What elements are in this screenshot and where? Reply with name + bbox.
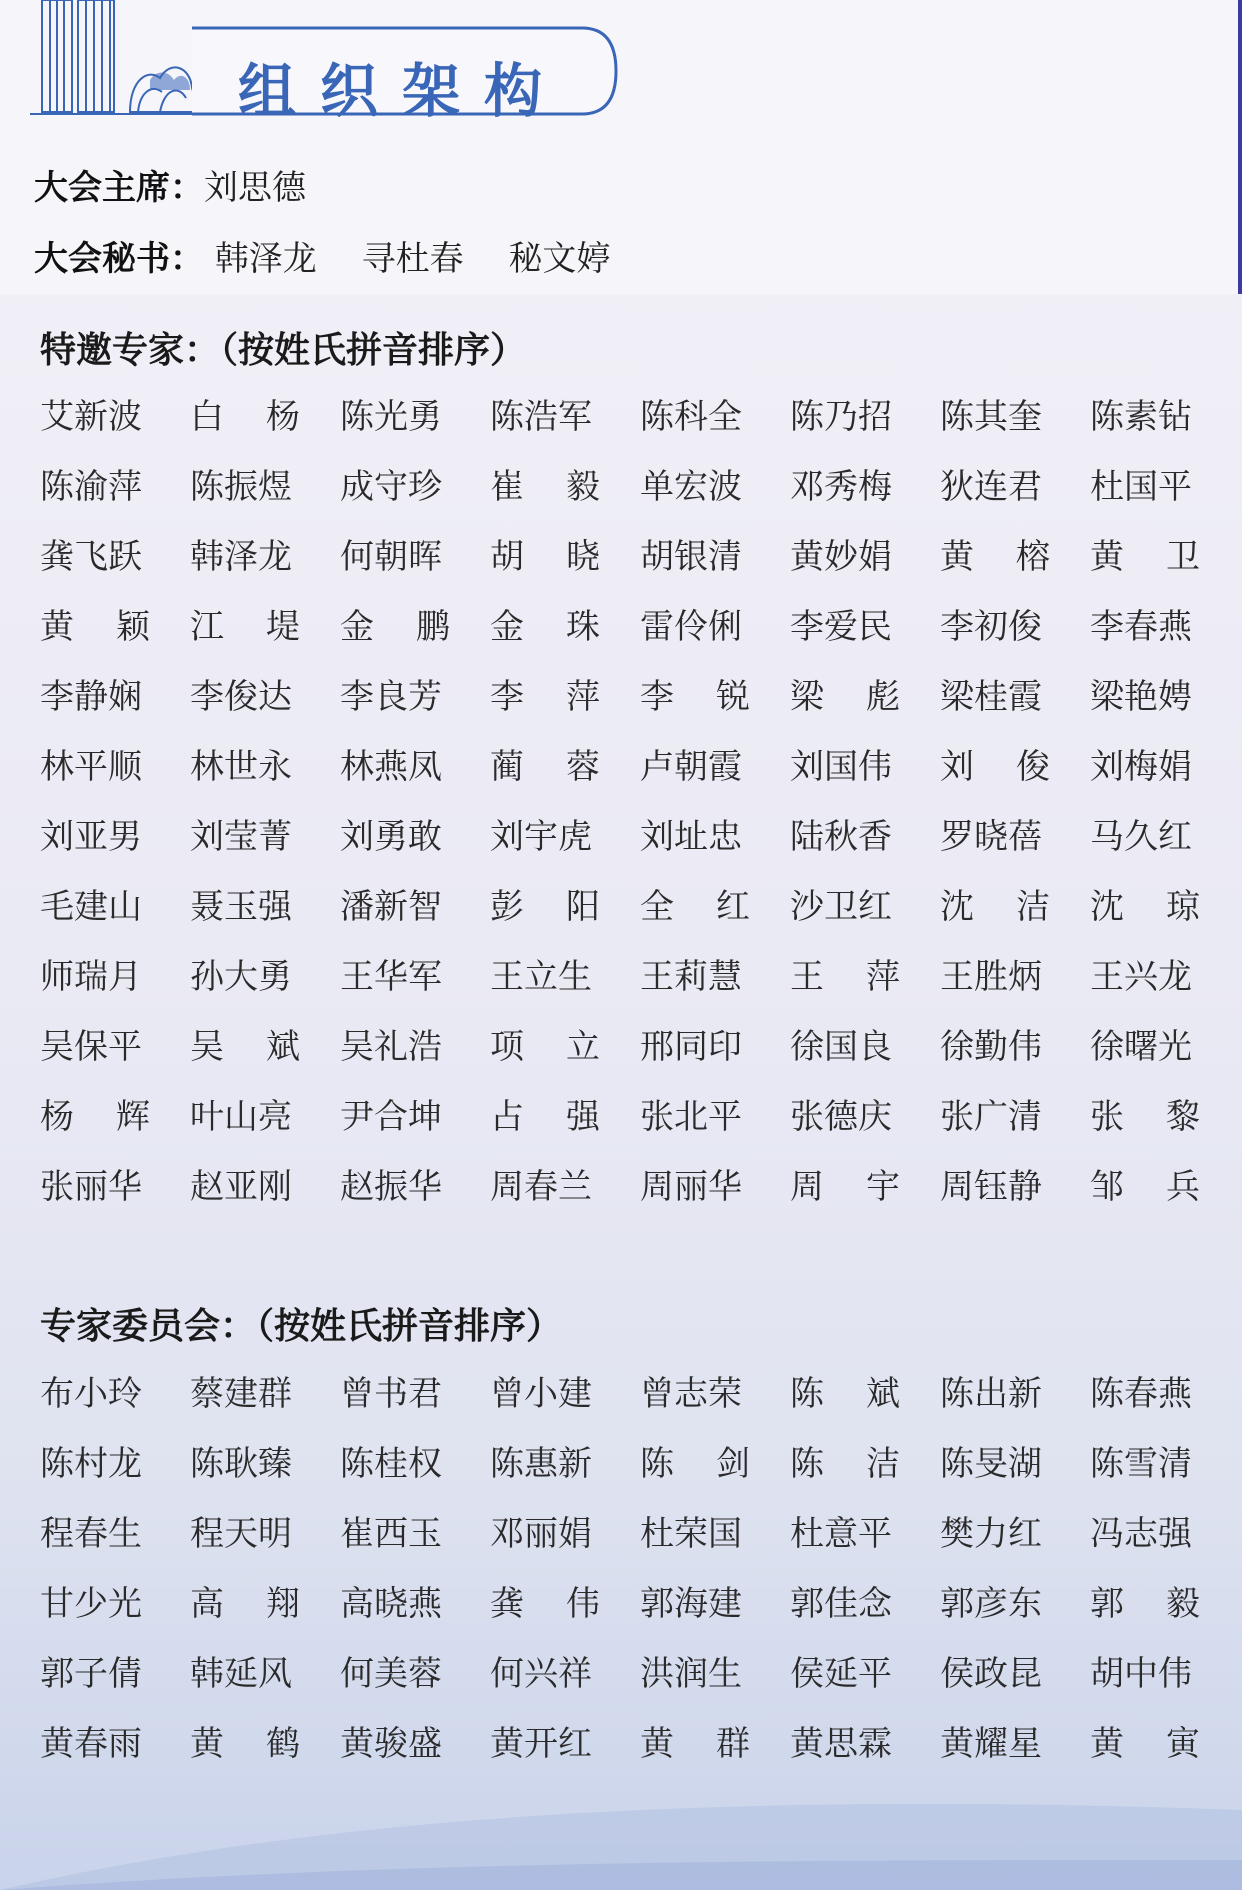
name-cell: 赵振华 bbox=[340, 1166, 442, 1207]
name-cell: 王兴龙 bbox=[1090, 956, 1192, 997]
name-cell: 吴 斌 bbox=[190, 1026, 300, 1067]
name-cell: 黄 卫 bbox=[1090, 536, 1200, 577]
name-cell: 胡银清 bbox=[640, 536, 742, 577]
name-cell: 占 强 bbox=[490, 1096, 600, 1137]
name-cell: 陈旻湖 bbox=[940, 1443, 1042, 1484]
name-cell: 李俊达 bbox=[190, 676, 292, 717]
name-cell: 邹 兵 bbox=[1090, 1166, 1200, 1207]
name-cell: 林燕凤 bbox=[340, 746, 442, 787]
name-cell: 陈村龙 bbox=[40, 1443, 142, 1484]
name-cell: 师瑞月 bbox=[40, 956, 142, 997]
name-cell: 杜意平 bbox=[790, 1513, 892, 1554]
name-cell: 卢朝霞 bbox=[640, 746, 742, 787]
name-cell: 白 杨 bbox=[190, 396, 300, 437]
name-cell: 梁 彪 bbox=[790, 676, 900, 717]
name-cell: 刘梅娟 bbox=[1090, 746, 1192, 787]
name-cell: 曾书君 bbox=[340, 1373, 442, 1414]
city-skyline-icon bbox=[30, 0, 210, 122]
name-cell: 龚 伟 bbox=[490, 1583, 600, 1624]
name-cell: 黄妙娟 bbox=[790, 536, 892, 577]
name-cell: 刘亚男 bbox=[40, 816, 142, 857]
name-cell: 陈振煜 bbox=[190, 466, 292, 507]
name-cell: 马久红 bbox=[1090, 816, 1192, 857]
name-cell: 陈浩军 bbox=[490, 396, 592, 437]
name-cell: 李良芳 bbox=[340, 676, 442, 717]
name-cell: 全 红 bbox=[640, 886, 750, 927]
name-cell: 徐曙光 bbox=[1090, 1026, 1192, 1067]
name-cell: 金 珠 bbox=[490, 606, 600, 647]
name-cell: 沙卫红 bbox=[790, 886, 892, 927]
name-cell: 王 萍 bbox=[790, 956, 900, 997]
name-cell: 王胜炳 bbox=[940, 956, 1042, 997]
name-cell: 黄春雨 bbox=[40, 1723, 142, 1764]
name-cell: 陈出新 bbox=[940, 1373, 1042, 1414]
name-cell: 甘少光 bbox=[40, 1583, 142, 1624]
chair-name: 刘思德 bbox=[204, 168, 306, 208]
name-cell: 李 萍 bbox=[490, 676, 600, 717]
name-cell: 艾新波 bbox=[40, 396, 142, 437]
name-cell: 沈 琼 bbox=[1090, 886, 1200, 927]
name-cell: 周 宇 bbox=[790, 1166, 900, 1207]
name-cell: 陈科全 bbox=[640, 396, 742, 437]
name-cell: 周丽华 bbox=[640, 1166, 742, 1207]
name-cell: 曾小建 bbox=[490, 1373, 592, 1414]
secretary-name: 秘文婷 bbox=[508, 239, 611, 279]
name-cell: 黄 寅 bbox=[1090, 1723, 1200, 1764]
name-cell: 陈光勇 bbox=[340, 396, 442, 437]
chair-row bbox=[34, 160, 340, 209]
name-cell: 邓秀梅 bbox=[790, 466, 892, 507]
name-cell: 冯志强 bbox=[1090, 1513, 1192, 1554]
name-cell: 项 立 bbox=[490, 1026, 600, 1067]
name-cell: 侯政昆 bbox=[940, 1653, 1042, 1694]
name-cell: 蔡建群 bbox=[190, 1373, 292, 1414]
name-cell: 张广清 bbox=[940, 1096, 1042, 1137]
name-cell: 邢同印 bbox=[640, 1026, 742, 1067]
expert-committee-heading bbox=[40, 1298, 562, 1349]
name-cell: 李 锐 bbox=[640, 676, 750, 717]
name-cell: 韩延风 bbox=[190, 1653, 292, 1694]
name-cell: 江 堤 bbox=[190, 606, 300, 647]
name-cell: 黄 群 bbox=[640, 1723, 750, 1764]
name-cell: 叶山亮 bbox=[190, 1096, 292, 1137]
name-cell: 成守珍 bbox=[340, 466, 442, 507]
name-cell: 郭海建 bbox=[640, 1583, 742, 1624]
name-cell: 张德庆 bbox=[790, 1096, 892, 1137]
name-cell: 陈耿臻 bbox=[190, 1443, 292, 1484]
name-cell: 王莉慧 bbox=[640, 956, 742, 997]
name-cell: 雷伶俐 bbox=[640, 606, 742, 647]
name-cell: 邓丽娟 bbox=[490, 1513, 592, 1554]
name-cell: 彭 阳 bbox=[490, 886, 600, 927]
special-experts-note: （按姓氏拼音排序） bbox=[220, 330, 527, 371]
secretary-row bbox=[34, 231, 644, 280]
name-cell: 韩泽龙 bbox=[190, 536, 292, 577]
expert-committee-title: 专家委员会： bbox=[40, 1306, 257, 1347]
name-cell: 刘宇虎 bbox=[490, 816, 592, 857]
name-cell: 黄 榕 bbox=[940, 536, 1050, 577]
special-experts-grid bbox=[40, 378, 1200, 1218]
name-cell: 陈 斌 bbox=[790, 1373, 900, 1414]
name-cell: 何美蓉 bbox=[340, 1653, 442, 1694]
name-cell: 何朝晖 bbox=[340, 536, 442, 577]
name-cell: 陈渝萍 bbox=[40, 466, 142, 507]
name-cell: 陆秋香 bbox=[790, 816, 892, 857]
name-cell: 郭 毅 bbox=[1090, 1583, 1200, 1624]
name-cell: 李静娴 bbox=[40, 676, 142, 717]
name-cell: 林世永 bbox=[190, 746, 292, 787]
secretary-name: 韩泽龙 bbox=[214, 239, 317, 279]
name-cell: 高晓燕 bbox=[340, 1583, 442, 1624]
name-cell: 胡中伟 bbox=[1090, 1653, 1192, 1694]
name-cell: 张丽华 bbox=[40, 1166, 142, 1207]
name-cell: 黄 鹤 bbox=[190, 1723, 300, 1764]
name-cell: 王华军 bbox=[340, 956, 442, 997]
name-cell: 梁艳娉 bbox=[1090, 676, 1192, 717]
name-cell: 徐勤伟 bbox=[940, 1026, 1042, 1067]
secretary-label: 大会秘书： bbox=[34, 239, 204, 279]
name-cell: 黄 颖 bbox=[40, 606, 150, 647]
name-cell: 陈乃招 bbox=[790, 396, 892, 437]
name-cell: 陈桂权 bbox=[340, 1443, 442, 1484]
name-cell: 曾志荣 bbox=[640, 1373, 742, 1414]
name-cell: 陈惠新 bbox=[490, 1443, 592, 1484]
name-cell: 龚飞跃 bbox=[40, 536, 142, 577]
name-cell: 黄思霖 bbox=[790, 1723, 892, 1764]
name-cell: 黄开红 bbox=[490, 1723, 592, 1764]
name-cell: 金 鹏 bbox=[340, 606, 450, 647]
page-title: 组织架构 bbox=[238, 57, 567, 125]
name-cell: 狄连君 bbox=[940, 466, 1042, 507]
name-cell: 樊力红 bbox=[940, 1513, 1042, 1554]
name-cell: 刘址忠 bbox=[640, 816, 742, 857]
name-cell: 罗晓蓓 bbox=[940, 816, 1042, 857]
name-cell: 程天明 bbox=[190, 1513, 292, 1554]
decorative-background bbox=[0, 1560, 1242, 1890]
name-cell: 李爱民 bbox=[790, 606, 892, 647]
name-cell: 郭子倩 bbox=[40, 1653, 142, 1694]
name-cell: 杜国平 bbox=[1090, 466, 1192, 507]
name-cell: 布小玲 bbox=[40, 1373, 142, 1414]
name-cell: 陈 洁 bbox=[790, 1443, 900, 1484]
name-cell: 刘国伟 bbox=[790, 746, 892, 787]
name-cell: 沈 洁 bbox=[940, 886, 1050, 927]
name-cell: 程春生 bbox=[40, 1513, 142, 1554]
name-cell: 张 黎 bbox=[1090, 1096, 1200, 1137]
special-experts-title: 特邀专家： bbox=[40, 330, 221, 371]
name-cell: 陈其奎 bbox=[940, 396, 1042, 437]
name-cell: 周春兰 bbox=[490, 1166, 592, 1207]
name-cell: 李春燕 bbox=[1090, 606, 1192, 647]
name-cell: 尹合坤 bbox=[340, 1096, 442, 1137]
name-cell: 王立生 bbox=[490, 956, 592, 997]
name-cell: 陈素钻 bbox=[1090, 396, 1192, 437]
name-cell: 吴保平 bbox=[40, 1026, 142, 1067]
name-cell: 胡 晓 bbox=[490, 536, 600, 577]
name-cell: 张北平 bbox=[640, 1096, 742, 1137]
name-cell: 刘勇敢 bbox=[340, 816, 442, 857]
name-cell: 崔西玉 bbox=[340, 1513, 442, 1554]
name-cell: 单宏波 bbox=[640, 466, 742, 507]
name-cell: 蔺 蓉 bbox=[490, 746, 600, 787]
name-cell: 梁桂霞 bbox=[940, 676, 1042, 717]
name-cell: 周钰静 bbox=[940, 1166, 1042, 1207]
name-cell: 林平顺 bbox=[40, 746, 142, 787]
expert-committee-note: （按姓氏拼音排序） bbox=[256, 1306, 563, 1347]
name-cell: 陈 剑 bbox=[640, 1443, 750, 1484]
name-cell: 聂玉强 bbox=[190, 886, 292, 927]
secretary-name: 寻杜春 bbox=[361, 239, 464, 279]
name-cell: 高 翔 bbox=[190, 1583, 300, 1624]
name-cell: 孙大勇 bbox=[190, 956, 292, 997]
name-cell: 赵亚刚 bbox=[190, 1166, 292, 1207]
name-cell: 潘新智 bbox=[340, 886, 442, 927]
name-cell: 侯延平 bbox=[790, 1653, 892, 1694]
name-cell: 郭佳念 bbox=[790, 1583, 892, 1624]
name-cell: 陈春燕 bbox=[1090, 1373, 1192, 1414]
name-cell: 刘莹菁 bbox=[190, 816, 292, 857]
name-cell: 李初俊 bbox=[940, 606, 1042, 647]
name-cell: 陈雪清 bbox=[1090, 1443, 1192, 1484]
name-cell: 黄耀星 bbox=[940, 1723, 1042, 1764]
name-cell: 毛建山 bbox=[40, 886, 142, 927]
name-cell: 崔 毅 bbox=[490, 466, 600, 507]
name-cell: 杜荣国 bbox=[640, 1513, 742, 1554]
special-experts-heading bbox=[40, 322, 526, 373]
chair-label: 大会主席： bbox=[34, 168, 204, 208]
name-cell: 杨 辉 bbox=[40, 1096, 150, 1137]
name-cell: 黄骏盛 bbox=[340, 1723, 442, 1764]
name-cell: 洪润生 bbox=[640, 1653, 742, 1694]
name-cell: 刘 俊 bbox=[940, 746, 1050, 787]
name-cell: 何兴祥 bbox=[490, 1653, 592, 1694]
name-cell: 吴礼浩 bbox=[340, 1026, 442, 1067]
name-cell: 郭彦东 bbox=[940, 1583, 1042, 1624]
name-cell: 徐国良 bbox=[790, 1026, 892, 1067]
